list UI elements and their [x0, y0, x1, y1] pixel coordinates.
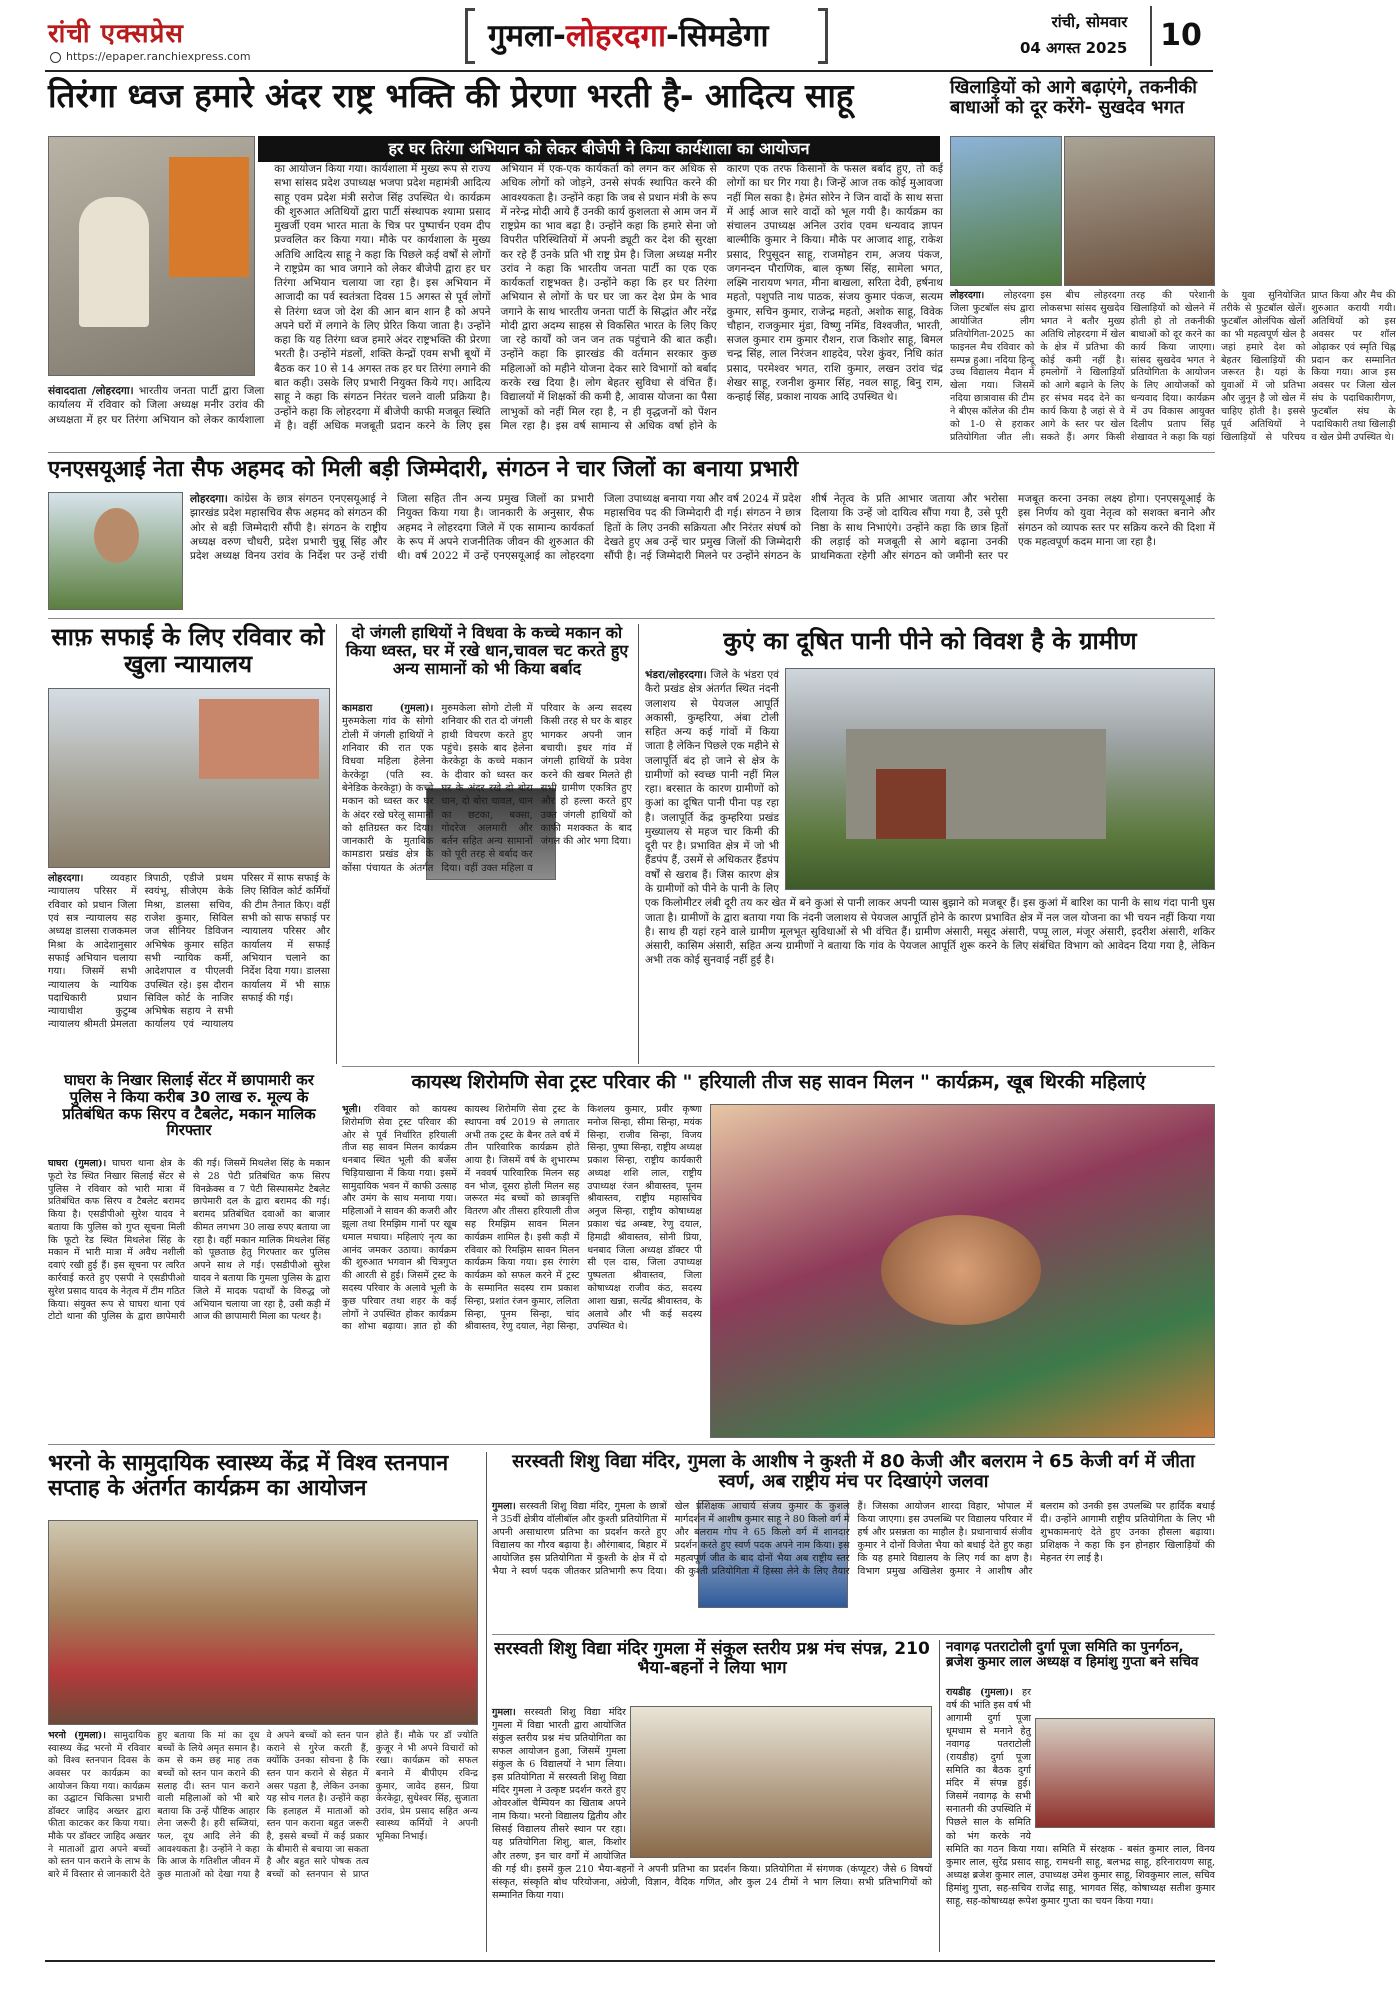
- divider-v3: [486, 1452, 487, 1952]
- a8-headline-right: कार्यक्रम, खूब थिरकी महिलाएं: [936, 1071, 1146, 1093]
- a2-headline: खिलाड़ियों को आगे बढ़ाएंगे, तकनीकी बाधाओं को दूर करेंगे- सुखदेव भगत: [950, 77, 1197, 119]
- a1-dateline: संवाददाता /लोहरदगा।: [48, 385, 134, 397]
- a10-dateline: गुमला।: [492, 1501, 516, 1512]
- a9-text: सामुदायिक स्वास्थ्य केंद्र भरनो में रविवार को विश्व स्तनपान दिवस के अवसर पर कार्यक्रम का आयोजन किया गया। कार्यक्रम का उद्घाटन चिकित्सा प्रभारी डॉक्टर जाहिद अख्तर द्वारा फीता काटकर कर किया गया। मौके पर डॉक्टर जाहिद अख्तर ने माताओं द्वारा अपने बच्चों को स्तन पान कराने के लाभ के बारे में विस्तार से जानकारी देते हुए बताया कि मां का दूध बच्चों के लिये अमृत समान है। कम से कम छह माह तक बच्चों को स्तन पान कराने की सलाह दी। स्तन पान कराने वाली महिलाओं को भी बारे बताया कि उन्हें पौष्टिक आहार लेना जरूरी है। हरी सब्जियां, फल, दूध आदि लेने की आवश्यकता है। उन्होंने ने कहा कि आज के गतिशील जीवन में कुछ माताओं को देखा गया है वे अपने बच्चों को स्तन पान कराने से गुरेज करती हैं, क्योंकि उनका सोचना है कि स्तन पान कराने से सेहत में असर पड़ता है, लेकिन उनका यह सोच गलत है। उन्होंने कहा कि हलाहल में माताओं को स्तन पान कराना बहुत जरूरी है, इससे बच्चों में कई प्रकार के बीमारी से बचाया जा सकता है और बहुत सारे पोषक तत्व बच्चों को स्तनपान से प्राप्त होते हैं। मौके पर डॉ ज्योति कुजूर ने भी अपने विचारों को रखा। कार्यक्रम को सफल बनाने में बीपीएम रविन्द्र कुमार, जावेद हसन, प्रिया केरकेट्टा, सुधेश्वर सिंह, सुजाता उरांव, प्रेम प्रसाद सहित अन्य स्वास्थ्य कर्मियों ने अपनी भूमिका निभाई।: [48, 1730, 478, 1881]
- a8-headline-quote: " हरियाली तीज सह सावन मिलन ": [682, 1071, 930, 1093]
- a7-headline: घाघरा के निखार सिलाई सेंटर में छापामारी कर पुलिस ने किया करीब 30 लाख रु. मूल्य के प्रतिबंधित कफ सिरप व टैबलेट, मकान मालिक गिरफ्तार: [62, 1071, 316, 1140]
- a3-headline: एनएसयूआई नेता सैफ अहमद को मिली बड़ी जिम्मेदारी, संगठन ने चार जिलों का बनाया प्रभारी: [48, 457, 799, 482]
- divider-1: [48, 452, 1215, 453]
- divider-5: [492, 1634, 1215, 1635]
- a2-dateline: लोहरदगा।: [950, 290, 985, 301]
- a1-subhead: हर घर तिरंगा अभियान को लेकर बीजेपी ने किया कार्यशाला का आयोजन: [258, 136, 940, 162]
- divider-3: [342, 1066, 1215, 1067]
- epaper-url[interactable]: https://epaper.ranchiexpress.com: [66, 50, 251, 63]
- footer-rule: [45, 1960, 1215, 1962]
- a2-body: [950, 290, 1396, 448]
- a8-headline-left: कायस्थ शिरोमणि सेवा ट्रस्ट परिवार की: [411, 1071, 676, 1093]
- a1-text: भारतीय जनता पार्टी द्वारा जिला कार्यालय में रविवार को जिला अध्यक्ष मनीर उरांव की अध्यक्षता में हर घर तिरंगा अभियान को लेकर कार्यशाला का आयोजन किया गया। कार्यशाला में मुख्य रूप से राज्य सभा सांसद प्रदेश उपाध्यक्ष भजपा प्रदेश महामंत्री आदित्य साहू एवम प्रदेश मंत्री सरोज सिंह उपस्थित थे। कार्यक्रम की शुरुआत अतिथियों द्वारा पार्टी संस्थापक श्यामा प्रसाद मुखर्जी एवम भारत माता के चित्र पर पुष्पार्चन एवम दीप प्रज्वलित कर किया गया। मौके पर कार्यशाला के मुख्य अतिथि आदित्य साहू ने कहा कि पिछले कई वर्षों से लोगों ने राष्ट्रप्रेम का भाव जगाने को लेकर बीजेपी द्वारा हर घर तिरंगा अभियान चलाया जा रहा है। इस अभियान में आजादी का पर्व स्वतंत्रता दिवस 15 अगस्त से पूर्व लोगों से तिरंगा ध्वज जो देश की आन बान शान है को अपने अपने घरों में लगाने के लिए प्रेरित किया जाता है। उन्होंने कहा कि यह तिरंगा ध्वज हमारे अंदर राष्ट्रभक्ति की प्रेरणा भरती है। उन्होंने मंडलों, शक्ति केन्द्रों एवम सभी बूथों में बैठक कर 10 से 14 अगस्त तक हर घर तिरंगा लगाने की बात कही। उसके लिए प्रभारी नियुक्त किये गए। आदित्य साहू ने कहा कि संगठन निरंतर चलने वाली प्रक्रिया है। उन्होंने कहा कि लोहरदगा में बीजेपी काफी मजबूत स्थिति में है। वहीं अधिक मजबूती प्रदान करने के लिए इस अभियान में एक-एक कार्यकर्ता को लगन कर अधिक से अधिक लोगों को जोड़ने, उनसे संपर्क स्थापित करने की आवश्यकता है। उन्होंने कहा कि जब से प्रधान मंत्री के रूप में नरेन्द्र मोदी आये हैं उनकी कार्य कुशलता से आम जन में राष्ट्रप्रेम का भाव बढ़ा है। उन्होंने कहा कि हमारे सेना जो विपरीत परिस्थितियों में अपनी ड्यूटी कर देश की सुरक्षा कर रहे हैं उनके प्रति भी राष्ट्र प्रेम है। जिला अध्यक्ष मनीर उरांव ने कहा कि भारतीय जनता पार्टी का एक एक कार्यकर्ता राष्ट्रभक्त है। उन्होंने कहा कि हर घर तिरंगा अभियान से लोगों के घर घर जा कर देश प्रेम के भाव जगाने के साथ भारतीय जनता पार्टी के सिद्धांत और नरेंद्र मोदी द्वारा अदम्य साहस से विकसित भारत के लिए किए जा रहे कार्यों को जन जन तक पहुंचाने की बात कही। उन्होंने कहा कि झारखंड की वर्तमान सरकार कुछ महिलाओं को महीने योजना देकर सारे विभागों को बर्बाद करके रख दिया है। लोग बेहतर सुविधा से वंचित हैं। विद्यालयों में शिक्षकों की कमी है, आवास योजना का पैसा लाभुकों को नहीं मिल रहा है, न ही वृद्धजनों को पेंशन मिल रहा है। इस वर्ष सामान्य से अधिक वर्षा होने के कारण एक तरफ किसानों के फसल बर्बाद हुए, तो कई लोगों का घर गिर गया है। जिन्हें आज तक कोई मुआवजा नहीं मिल सका है। हेमंत सोरेन ने जिन वादों के साथ सत्ता में आई आज सारे वादों को भूल गयी है। कार्यक्रम का संचालन उपाध्यक्ष अनिल उरांव एवम धन्यवाद ज्ञापन बाल्मीकि कुमार ने किया। मौके पर आजाद शाहू, राकेश प्रसाद, रिपुसूदन साहू, राजमोहन राम, अजय पंकज, जगनन्दन पौराणिक, बाल कृष्ण सिंह, सामेला भगत, लक्ष्मि नारायण भगत, मीना बाखला, सरिता देवी, हर्षनाथ महतो, पशुपति नाथ पाठक, संजय कुमार पंकज, सत्यम कुमार, सचिन कुमार, राजेन्द्र महतो, अशोक साहू, विवेक चौहान, राजकुमार मुंडा, विष्णु नमिंड, विश्वजीत, भारती, सजल कुमार राम कुमार रौशन, राज किशोर साहू, बिमल चन्द्र सिंह, लाल निरंजन शाहदेव, परेश कुंवर, निधि कांत प्रसाद, परमेश्वर भगत, राशि कुमार, लखन उरांव चंद्र शेखर साहू, रजनीश कुमार सिंह, नवल साहू, बिनु राम, कन्हाई सिंह, प्रकाश नायक आदि उपस्थित थे।: [48, 163, 943, 432]
- page-number: 10: [1150, 6, 1210, 66]
- a11-dateline: गुमला।: [492, 1707, 516, 1718]
- a3-text: कांग्रेस के छात्र संगठन एनएसयूआई ने झारखंड प्रदेश महासचिव सैफ अहमद को संगठन की ओर से बड़ी जिम्मेदारी सौंपी है। संगठन के राष्ट्रीय अध्यक्ष वरुण चौधरी, प्रदेश प्रभारी चुन्नू सिंह और प्रदेश अध्यक्ष विनय उरांव के निर्देश पर उन्हें रांची जिला सहित तीन अन्य प्रमुख जिलों का प्रभारी नियुक्त किया गया है। जानकारी के अनुसार, सैफ अहमद ने लोहरदगा जिले में एक सामान्य कार्यकर्ता के रूप में अपने राजनीतिक जीवन की शुरुआत की थी। वर्ष 2022 में उन्हें एनएसयूआई का लोहरदगा जिला उपाध्यक्ष बनाया गया और वर्ष 2024 में प्रदेश महासचिव पद की जिम्मेदारी दी गई। संगठन ने छात्र हितों के लिए उनकी सक्रियता और निरंतर संघर्ष को देखते हुए अब उन्हें चार प्रमुख जिलों की जिम्मेदारी सौंपी है। नई जिम्मेदारी मिलने पर उन्होंने संगठन के शीर्ष नेतृत्व के प्रति आभार जताया और भरोसा दिलाया कि उन्हें जो दायित्व सौंपा गया है, उसे पूरी निष्ठा के साथ निभाएंगे। उन्होंने कहा कि छात्र हितों की लड़ाई को मजबूती से आगे बढ़ाना उनकी प्राथमिकता रहेगी और संगठन को जमीनी स्तर पर मजबूत करना उनका लक्ष्य होगा। एनएसयूआई के इस निर्णय को युवा नेतृत्व को सशक्त बनाने और संगठन को व्यापक स्तर पर सक्रिय करने की दिशा में एक महत्वपूर्ण कदम माना जा रहा है।: [190, 493, 1215, 563]
- a8-dateline: भूली।: [342, 1104, 361, 1115]
- a3-photo-face: [94, 508, 139, 563]
- a9-photo: [48, 1520, 478, 1725]
- header-date-block: [1020, 12, 1127, 58]
- a8-headline: [342, 1072, 1215, 1093]
- a6-headline: कुएं का दूषित पानी पीने को विवश है के ग्रामीण: [723, 627, 1137, 655]
- masthead: [0, 0, 1259, 72]
- a9-dateline: भरनो (गुमला)।: [48, 1730, 106, 1741]
- section-title: गुमला-लोहरदगा-सिमडेगा: [488, 18, 769, 54]
- a4-photo: [48, 688, 330, 868]
- a7-dateline: घाघरा (गुमला)।: [48, 1158, 107, 1169]
- a4-photo-building: [199, 699, 319, 779]
- a2-text: लोहरदगा जिला फुटबॉल संघ द्वारा आयोजित लीग प्रतियोगिता-2025 का फाइनल मैच रविवार को सम्पन्न हुआ। नदिया हिन्दू उच्च विद्यालय मैदान में खेला गया। जिसमें नदिया छात्रावास की टीम ने बीएस कॉलेज की टीम को 1-0 से हराकर प्रतियोगिता जीत ली। इस बीच लोहरदगा लोकसभा सांसद सुखदेव भगत ने बतौर मुख्य अतिथि लोहरदगा में खेल के क्षेत्र में प्रतिभा की कोई कमी नहीं है। हमलोगों ने खिलाड़ियों को आगे बढ़ाने के लिए हर संभव मदद देने का कार्य किया है जहां से वे आगे के स्तर पर खेल सकते हैं। अगर किसी तरह की परेशानी खिलाड़ियों को खेलने में होती हो तो तकनीकी बाधाओं को दूर करने का कार्य किया जाएगा। सांसद सुखदेव भगत ने प्रतियोगिता के आयोजन के लिए आयोजकों को धन्यवाद दिया। कार्यक्रम में उप विकास आयुक्त दिलीप प्रताप सिंह शेखावत ने कहा कि यहां के युवा सुनियोजित तरीके से फुटबॉल खेलें। फुटबॉल ओलंपिक खेलों का भी महत्वपूर्ण खेल है जहां हमारे देश को बेहतर खिलाड़ियों की जरूरत है। यहां के युवाओं में जो प्रतिभा और जुनून है जो खेल में चाहिए होती है। इससे पूर्व अतिथियों ने खिलाड़ियों से परिचय प्राप्त किया और मैच की शुरुआत करायी गयी। अतिथियों को इस अवसर पर शॉल ओढ़ाकर एवं स्मृति चिह्न प्रदान कर सम्मानित किया गया। आज इस अवसर पर जिला खेल संघ के पदाधिकारीगण, फुटबॉल संघ के पदाधिकारी तथा खिलाड़ी व खेल प्रेमी उपस्थित थे।: [950, 290, 1396, 443]
- a8-photo-hands: [881, 1215, 1041, 1325]
- a8-text: रविवार को कायस्थ शिरोमणि सेवा ट्रस्ट परिवार की ओर से पूर्व निर्धारित हरियाली तीज सह सावन मिलन कार्यक्रम धनबाद स्थित भूली की बर्जेस चिड़ियाखाना में किया गया। इसमें सामुदायिक भवन में काफी उत्साह और उमंग के साथ मनाया गया। महिलाओं ने सावन की कजरी और झूला तथा रिमझिम गानों पर खूब धमाल मचाया। महिलाएं नृत्य का आनंद जमकर उठाया। कार्यक्रम की शुरुआत भगवान श्री चित्रगुप्त की आरती से हुई। जिसमें ट्रस्ट के सदस्य परिवार के अलावे भूली के कुछ परिवार तथा शहर के कई लोगों ने उपस्थित होकर कार्यक्रम का शोभा बढ़ाया। ज्ञात हो की कायस्थ शिरोमणि सेवा ट्रस्ट के स्थापना वर्ष 2019 से लगातार अभी तक ट्रस्ट के बैनर तले वर्ष में तीन पारिवारिक कार्यक्रम होते आया है। जिसमें वर्ष के शुभारम्भ में नववर्ष पारिवारिक मिलन सह वन भोज, दूसरा होली मिलन सह जरूरत मंद बच्चों को छात्रवृत्ति वितरण और तीसरा हरियाली तीज सह रिमझिम सावन मिलन कार्यक्रम शामिल है। इसी कड़ी में रविवार को रिमझिम सावन मिलन कार्यक्रम किया गया। इस रंगारंग कार्यक्रम को सफल करने में ट्रस्ट के सम्मानित सदस्य राम प्रकाश सिन्हा, प्रशांत रंजन कुमार, ललिता सिन्हा, पूनम सिन्हा, चांद श्रीवास्तव, रेणु दयाल, नेहा सिन्हा, किशलय कुमार, प्रवीर कृष्णा मनोज सिन्हा, सीमा सिन्हा, मयंक सिन्हा, राजीव सिन्हा, विजय सिन्हा, पुष्पा सिन्हा, राष्ट्रीय अध्यक्ष प्रकाश सिन्हा, राष्ट्रीय कार्यकारी अध्यक्ष शशि लाल, राष्ट्रीय उपाध्यक्ष रंजन श्रीवास्तव, पूनम श्रीवास्तव, राष्ट्रीय महासचिव अनुज सिन्हा, राष्ट्रीय कोषाध्यक्ष प्रकाश चंद्र अम्बष्ट, रेणु दयाल, हिमाद्री श्रीवास्तव, सोनी प्रिया, धनबाद जिला अध्यक्ष डॉक्टर पी सी एल दास, जिला उपाध्यक्ष पुष्पलता श्रीवास्तव, जिला कोषाध्यक्ष राजीव कंठ, सदस्य आशा खन्ना, सत्येंद्र श्रीवास्तव, के अलावे और भी कई सदस्य उपस्थित थे।: [342, 1104, 702, 1333]
- a6-dateline: भंडरा/लोहरदगा।: [645, 669, 707, 681]
- a5-headline: दो जंगली हाथियों ने विधवा के कच्चे मकान को किया ध्वस्त, घर में रखे धान,चावल चट करते हुए अन्य सामानों को भी किया बर्बाद: [345, 623, 629, 678]
- section-bracket-right: [818, 8, 828, 64]
- a10-body: [492, 1500, 1215, 1632]
- section-bracket-left: [465, 8, 475, 64]
- a5-text: मुरुमकेला गांव के सोगो टोली में जंगली हाथियों ने शनिवार की रात एक विधवा महिला हेलेना केरकेट्टा (पति स्व. बेनेडिक केरकेट्टा) के कच्चे मकान को ध्वस्त कर घर के अंदर रखे घरेलू सामानों को क्षतिग्रस्त कर दिया। जानकारी के मुताबिक कामडारा प्रखंड क्षेत्र के कोंसा पंचायत के अंतर्गत मुरुमकेला सोगो टोली में शनिवार की रात दो जंगली हाथी विचरण करते हुए पहुंचे। इसके बाद हेलेना केरकेट्टा के कच्चे मकान के दीवार को ध्वस्त कर घर के अंदर रखे दो बोरा धान, दो बोरा चावल, धान का छटका, बक्सा, गोदरेज अलमारी और बर्तन सहित अन्य सामानों को पूरी तरह से बर्बाद कर दिया। वहीं उक्त महिला व परिवार के अन्य सदस्य किसी तरह से घर के बाहर भागकर अपनी जान बचायी। इधर गांव में जंगली हाथियों के प्रवेश करने की खबर मिलते ही सभी ग्रामीण एकत्रित हुए और हो हल्ला करते हुए उक्त जंगली हाथियों को काफी मशक्कत के बाद जंगल की ओर भगा दिया।: [342, 703, 632, 874]
- divider-2: [48, 618, 1215, 619]
- a7-body: [48, 1158, 330, 1438]
- masthead-rule: [45, 70, 1213, 72]
- a11-text: सरस्वती शिशु विद्या मंदिर गुमला में विद्या भारती द्वारा आयोजित संकुल स्तरीय प्रश्न मंच प्रतियोगिता का सफल आयोजन हुआ, जिसमें गुमला संकुल के 6 विद्यालयों ने भाग लिया। इस प्रतियोगिता में सरस्वती शिशु विद्या मंदिर गुमला ने उत्कृष्ट प्रदर्शन करते हुए ओवरऑल चैम्पियन का खिताब अपने नाम किया। भरनो विद्यालय द्वितीय और सिसई विद्यालय तीसरे स्थान पर रहा। यह प्रतियोगिता शिशु, बाल, किशोर और तरुण, इन चार वर्गों में आयोजित की गई थी। इसमें कुल 210 भैया-बहनों ने अपनी प्रतिभा का प्रदर्शन किया। प्रतियोगिता में संगणक (कंप्यूटर) जैसे 6 विषयों संस्कृत, संस्कृति बोध परियोजना, अंग्रेजी, विज्ञान, वैदिक गणित, और कुल 24 टीमों ने भाग लिया। सभी प्रतिभागियों को सम्मानित किया गया।: [492, 1707, 932, 1901]
- a11-body: [492, 1706, 932, 1952]
- a10-text: सरस्वती शिशु विद्या मंदिर, गुमला के छात्रों ने 35वीं क्षेत्रीय वॉलीबॉल और कुश्ती प्रतियोगिता में अपनी असाधारण प्रतिभा का प्रदर्शन करते हुए विद्यालय का गौरव बढ़ाया है। औरंगाबाद, बिहार में आयोजित इस प्रतियोगिता में कुश्ती के क्षेत्र में दो भैया ने स्वर्ण पदक जीतकर प्रतिभागी रूप दिया। खेल प्रशिक्षक आचार्य संजय कुमार के कुशल मार्गदर्शन में आशीष कुमार साहू ने 80 किलो वर्ग में और बलराम गोप ने 65 किलो वर्ग में शानदार प्रदर्शन करते हुए स्वर्ण पदक अपने नाम किया। इस महत्वपूर्ण जीत के बाद दोनों भैया अब राष्ट्रीय स्तर की कुश्ती प्रतियोगिता में हिस्सा लेने के लिए तैयार हैं। जिसका आयोजन शारदा विहार, भोपाल में किया जाएगा। इस उपलब्धि पर विद्यालय परिवार में हर्ष और प्रसन्नता का माहौल है। प्रधानाचार्य संजीव कुमार ने दोनों विजेता भैया को बधाई देते हुए कहा कि यह हमारे विद्यालय के लिए गर्व का क्षण है। विभाग प्रमुख अखिलेश कुमार ने आशीष और बलराम को उनकी इस उपलब्धि पर हार्दिक बधाई दी। उन्होंने आगामी राष्ट्रीय प्रतियोगिता के लिए भी शुभकामनाएं देते हुए उनका हौसला बढ़ाया। प्रशिक्षक ने कहा कि इन होनहार खिलाड़ियों की मेहनत रंग लाई है।: [492, 1501, 1215, 1578]
- divider-v1: [336, 624, 337, 1064]
- a2-photo-match: [950, 136, 1062, 286]
- divider-v4: [939, 1640, 940, 1952]
- a11-headline: सरस्वती शिशु विद्या मंदिर गुमला में संकुल स्तरीय प्रश्न मंच संपन्न, 210 भैया-बहनों ने लिया भाग: [494, 1639, 930, 1679]
- a3-body: [190, 492, 1215, 614]
- a8-photo-group: [710, 1104, 1215, 1438]
- a3-dateline: लोहरदगा।: [190, 493, 228, 505]
- a2-photo-guest: [1064, 136, 1215, 286]
- a9-body: [48, 1730, 478, 1952]
- a4-dateline: लोहरदगा।: [48, 873, 84, 884]
- a12-text: हर वर्ष की भांति इस वर्ष भी आगामी दुर्गा पूजा धूमधाम से मनाने हेतु नवागढ़ पतराटोली (रायडीह) दुर्गा पूजा समिति का बैठक दुर्गा मंदिर में संपन्न हुई। जिसमें नवागढ़ के सभी सनातनी की उपस्थिति में पिछले साल के समिति को भंग करके नये समिति का गठन किया गया। समिति में संरक्षक - बसंत कुमार लाल, विनय कुमार लाल, सुरेंद्र प्रसाद साहू, रामधनी साहू, बलभद्र साहू, हरिनारायण साहू, अध्यक्ष ब्रजेश कुमार लाल, उपाध्यक्ष उमेश कुमार साहू, शिवकुमार लाल, सचिव हिमांशु गुप्ता, सह-सचिव राजेंद्र साहू, भागवत सिंह, कोषाध्यक्ष सतीश कुमार साहू, सह-कोषाध्यक्ष रूपेश कुमार गुप्ता का चयन किया गया।: [946, 1687, 1215, 1907]
- a6-body: [645, 668, 1215, 1064]
- a5-dateline: कामडारा (गुमला)।: [342, 703, 434, 714]
- a4-body: [48, 872, 330, 1062]
- issue-date: 04 अगस्त 2025: [1020, 39, 1128, 57]
- a1-body: [48, 162, 943, 448]
- a5-body: [342, 702, 632, 1062]
- divider-v2: [638, 624, 639, 1064]
- a12-headline: नवागढ़ पतराटोली दुर्गा पूजा समिति का पुनर्गठन, ब्रजेश कुमार लाल अध्यक्ष व हिमांशु गुप्ता बने सचिव: [946, 1639, 1199, 1671]
- a6-text: जिले के भंडरा एवं कैरो प्रखंड क्षेत्र अंतर्गत स्थित नंदनी जलाशय से पेयजल आपूर्ति अकासी, कुम्हरिया, अंबा टोली सहित अन्य कई गांवों में किया जाता है लेकिन पिछले एक महीने से जलापूर्ति बंद हो जाने से क्षेत्र के ग्रामीणों को स्वच्छ पानी नहीं मिल रहा। बरसात के कारण ग्रामीणों को कुआं का दूषित पानी पीना पड़ रहा है। जलापूर्ति केंद्र कुम्हरिया प्रखंड मुख्यालय से महज चार किमी की दूरी पर है। प्रभावित क्षेत्र में जो भी हैंडपंप हैं, उसमें से अधिकतर हैंडपंप वर्षों से खराब हैं। जिस कारण क्षेत्र के ग्रामीणों को पीने के पानी के लिए एक किलोमीटर लंबी दूरी तय कर खेत में बने कुआं से पानी लाकर अपनी प्यास बुझाने को मजबूर हैं। इस कुआं में बारिश का पानी के साथ गंदा पानी घुस जाता है। ग्रामीणों के द्वारा बताया गया कि नंदनी जलाशय से पेयजल आपूर्ति होने के कारण प्रभावित क्षेत्र में नल जल योजना का भी चयन नहीं किया गया है। साथ ही यहां रहने वाले ग्रामीण मूलभूत सुविधाओं से भी वंचित हैं। ग्रामीण अंसारी, मसूद अंसारी, पप्पू लाल, मंजूर अंसारी, इदरीश अंसारी, शकिर अंसारी, कासिम अंसारी, सहित अन्य ग्रामीणों ने बताया कि गांव के पेयजल आपूर्ति शुरू करने के लिए संबंधित विभाग को आवेदन दिया गया है, लेकिन अभी तक कोई सुनवाई नहीं हुई है।: [645, 669, 1215, 967]
- a12-dateline: रायडीह (गुमला)।: [946, 1687, 1013, 1698]
- a4-text: व्यवहार न्यायालय परिसर में रविवार को प्रधान जिला एवं सत्र न्यायालय सह अध्यक्ष डालसा राजकमल मिश्रा के आदेशानुसार सफाई अभियान चलाया गया। जिसमें सभी न्यायालय के न्यायिक पदाधिकारी प्रधान न्यायाधीश कुटुम्ब न्यायालय श्रीमती प्रेमलता त्रिपाठी, एडीजे प्रथम स्वयंभू, सीजेएम केके मिश्रा, डालसा सचिव, राजेश कुमार, सिविल जज सीनियर डिविजन अभिषेक कुमार सहित सभी न्यायिक कर्मी, आदेशपाल व पीएलवी उपस्थित रहे। इस दौरान सिविल कोर्ट के नाजिर अभिषेक सहाय ने सभी कार्यालय एवं न्यायालय परिसर में साफ सफाई के लिए सिविल कोर्ट कर्मियों की टीम तैनात किए। वहीं सभी को साफ सफाई पर न्यायालय परिसर और कार्यालय में सफाई अभियान चलाने का निर्देश दिया गया। डालसा कार्यालय में भी साफ़ सफाई की गई।: [48, 873, 330, 1031]
- a10-headline: सरस्वती शिशु विद्या मंदिर, गुमला के आशीष ने कुश्ती में 80 केजी और बलराम ने 65 केजी वर्ग में जीता स्वर्ण, अब राष्ट्रीय मंच पर दिखाएंगे जलवा: [512, 1451, 1195, 1493]
- divider-4: [48, 1444, 1215, 1445]
- a3-photo-portrait: [48, 492, 183, 610]
- a9-headline: भरनो के सामुदायिक स्वास्थ्य केंद्र में विश्व स्तनपान सप्ताह के अंतर्गत कार्यक्रम का आयोजन: [48, 1451, 449, 1501]
- a7-text: घाघरा थाना क्षेत्र के फूटो रेड स्थित निखार सिलाई सेंटर से पुलिस ने रविवार को भारी मात्रा में प्रतिबंधित कफ सिरप व टैबलेट बरामद किया है। एसडीपीओ सुरेश यादव ने बताया कि पुलिस को गुप्त सूचना मिली कि फूटो रेड स्थित मिथलेश सिंह के मकान में भारी मात्रा में अवैध नशीली दवाएं रखी हुई हैं। इस सूचना पर त्वरित कार्रवाई करते हुए एसपी ने एसडीपीओ सुरेश प्रसाद यादव के नेतृत्व में टीम गठित किया। संयुक्त रूप से घाघरा थाना एवं टोटो थाना की पुलिस के द्वारा छापेमारी की गई। जिसमें मिथलेश सिंह के मकान से 28 पेटी प्रतिबंधित कफ सिरप विनक्रेक्स व 7 पेटी सिस्पासमेट टैबलेट छापेमारी दल के द्वारा बरामद की गई। बरामद प्रतिबंधित दवाओं का बाजार कीमत लगभग 30 लाख रुपए बताया जा रहा है। वहीं मकान मालिक मिथलेश सिंह को पूछताछ हेतु गिरफ्तार कर पुलिस अपने साथ ले गई। एसडीपीओ सुरेश यादव ने बताया कि गुमला पुलिस के द्वारा जिले में मादक पदार्थों के विरुद्ध जो अभियान चलाया जा रहा है, उसी कड़ी में आज की छापामारी मिला का पत्थर है।: [48, 1158, 330, 1323]
- city-day: रांची, सोमवार: [1051, 13, 1128, 31]
- a8-body: [342, 1104, 702, 1438]
- a12-body: [946, 1686, 1215, 1952]
- globe-icon: [50, 52, 61, 63]
- a1-headline: तिरंगा ध्वज हमारे अंदर राष्ट्र भक्ति की प्रेरणा भरती है- आदित्य साहू: [48, 76, 854, 115]
- logo: रांची एक्सप्रेस: [48, 19, 185, 49]
- a4-headline: साफ़ सफाई के लिए रविवार को खुला न्यायालय: [51, 623, 325, 678]
